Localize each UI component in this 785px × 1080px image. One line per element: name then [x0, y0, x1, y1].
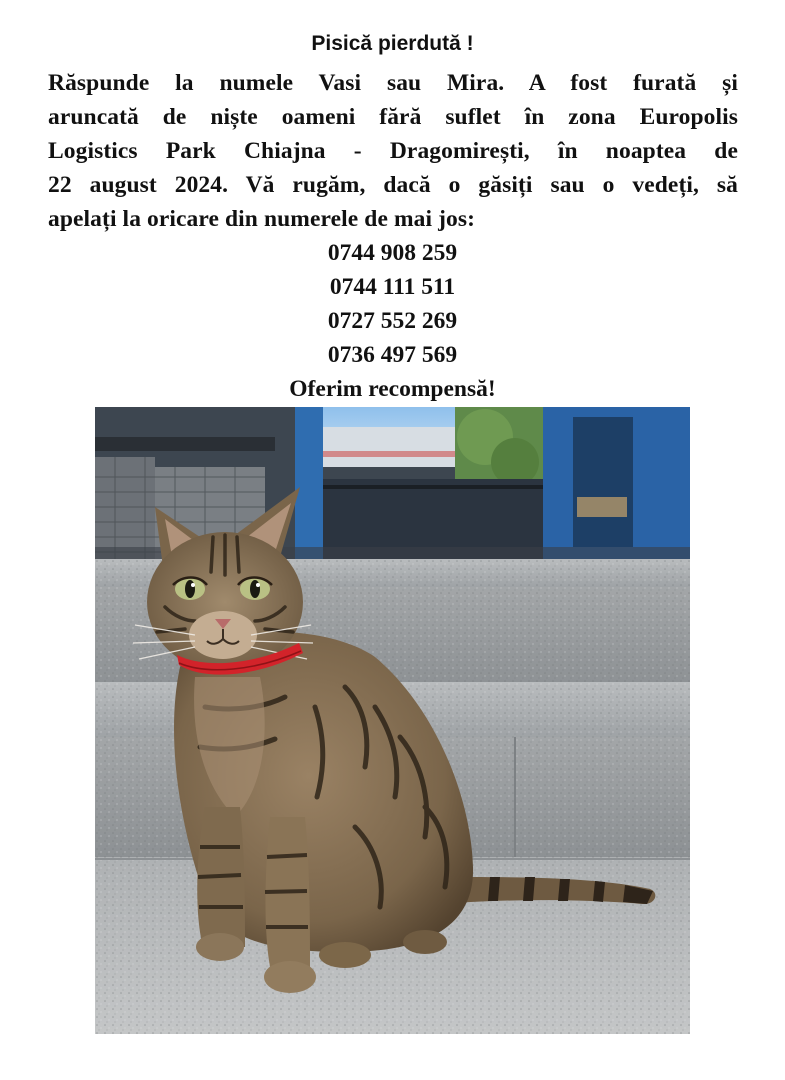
phone-number: 0736 497 569	[327, 342, 458, 368]
description-line: apelați la oricare din numerele de mai jos:	[48, 206, 476, 232]
description-line: Logistics Park Chiajna - Dragomirești, în noaptea de	[48, 138, 738, 164]
description-line: aruncată de niște oameni fără suflet în zona Europolis	[48, 104, 738, 130]
phone-number: 0744 908 259	[327, 240, 458, 266]
cat-photo	[95, 407, 690, 1034]
poster-description	[48, 66, 738, 236]
description-line: 22 august 2024. Vă rugăm, dacă o găsiți sau o vedeți, să	[48, 172, 738, 198]
reward-notice: Oferim recompensă!	[289, 376, 496, 402]
poster-title: Pisică pierdută !	[311, 32, 474, 55]
description-line: Răspunde la numele Vasi sau Mira. A fost furată și	[48, 70, 738, 96]
cat-photo-illustration	[95, 407, 690, 1034]
phone-number: 0744 111 511	[329, 274, 456, 300]
phone-number: 0727 552 269	[327, 308, 458, 334]
phone-number-list	[0, 236, 785, 372]
